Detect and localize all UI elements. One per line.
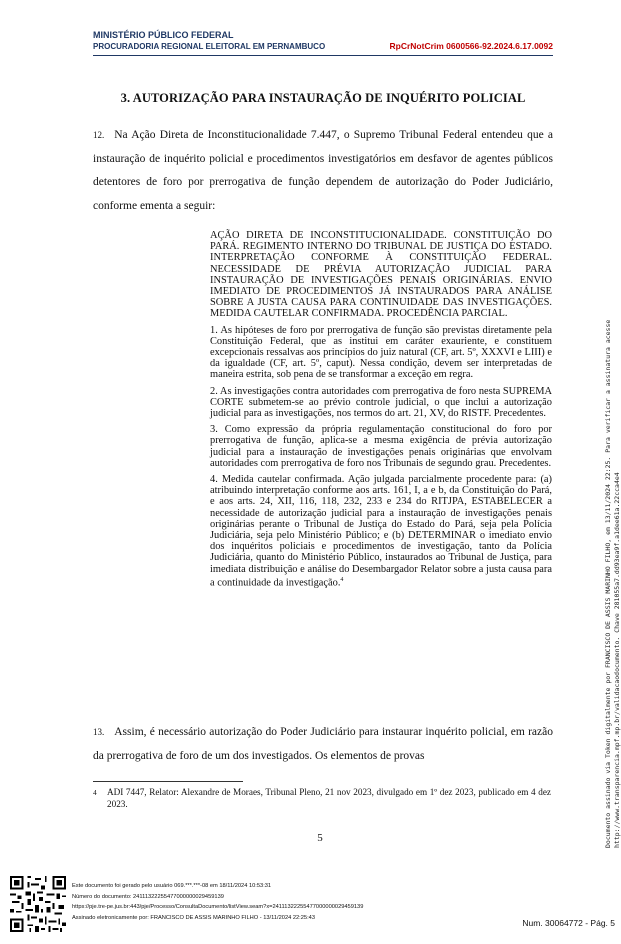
signature-side-note bbox=[604, 320, 621, 848]
quoted-ementa bbox=[210, 230, 552, 594]
ementa-item-3: 3. Como expressão da própria regulamentação constitucional do foro por prerrogativa de função, aplica-se a mesma exigência de prévia autorização judicial para a instauração de investigações penais originárias que envolvam autoridades com prerrogativa de foro nos Tribunais de segundo grau. Precedentes. bbox=[210, 424, 552, 469]
paragraph-number: 12. bbox=[93, 130, 105, 140]
paragraph-text: Assim, é necessário autorização do Poder Judiciário para instaurar inquérito policial, em razão da prerrogativa de foro de um dos investigados. Os elementos de provas bbox=[93, 726, 553, 762]
side-note-line-2: http://www.transparencia.mpf.mp.br/validacaodocumento. Chave 281055a7.dd93ea9f.a1dee61a.22cca4e4 bbox=[613, 472, 621, 848]
paragraph-12 bbox=[93, 124, 553, 218]
header-divider bbox=[93, 55, 553, 56]
paragraph-number: 13. bbox=[93, 727, 105, 737]
section-title: 3. AUTORIZAÇÃO PARA INSTAURAÇÃO DE INQUÉRITO POLICIAL bbox=[120, 91, 526, 105]
footnote bbox=[93, 787, 553, 810]
paragraph-13 bbox=[93, 721, 553, 768]
meta-generated-by: Este documento foi gerado pelo usuário 069.***.***-08 em 18/11/2024 10:53:31 bbox=[72, 883, 272, 889]
document-page-reference: Num. 30064772 - Pág. 5 bbox=[522, 918, 615, 928]
side-note-line-1: Documento assinado via Token digitalmente por FRANCISCO DE ASSIS MARINHO FILHO, em 13/11/2024 22:25. Para verificar a assinatura acesse bbox=[604, 319, 612, 848]
footnote-marker: 4 bbox=[93, 788, 97, 797]
org-name: MINISTÉRIO PÚBLICO FEDERAL bbox=[93, 30, 234, 40]
ementa-item-4-wrapper bbox=[210, 474, 552, 589]
meta-consult-url[interactable]: https://pje.tre-pe.jus.br:443/pje/Processo/ConsultaDocumento/listView.seam?x=24111322255477000000029459139 bbox=[72, 904, 364, 910]
ementa-item-2: 2. As investigações contra autoridades com prerrogativa de foro nesta SUPREMA CORTE submetem-se ao prévio controle judicial, o que inclui a autorização judicial para as investigações, nos termos do art. 21, XV, do RISTF. Precedentes. bbox=[210, 385, 552, 420]
footnote-reference: 4 bbox=[340, 576, 344, 583]
ementa-heading: AÇÃO DIRETA DE INCONSTITUCIONALIDADE. CONSTITUIÇÃO DO PARÁ. REGIMENTO INTERNO DO TRIBUNAL DE JUSTIÇA DO ESTADO. INTERPRETAÇÃO CONFORME À CONSTITUIÇÃO FEDERAL. NECESSIDADE DE PRÉVIA AUTORIZAÇÃO JUDICIAL PARA INSTAURAÇÃO DE INVESTIGAÇÕES PENAIS ORIGINÁRIAS. ENVIO IMEDIATO DE PROCEDIMENTOS JÁ INSTAURADOS PARA ANÁLISE SOBRE A JUSTA CAUSA PARA CONTINUIDADE DAS INVESTIGAÇÕES. MEDIDA CAUTELAR CONFIRMADA. PROCEDÊNCIA PARCIAL. bbox=[210, 230, 552, 320]
footnote-divider bbox=[93, 781, 243, 782]
ementa-item-1: 1. As hipóteses de foro por prerrogativa de função são previstas diretamente pela Constituição Federal, que as institui em caráter exauriente, e constituem excepcionais ressalvas aos princípios do juiz natural (CF, art. 5º, XXXVI e LIII) e da igualdade (CF, art. 5º, caput). Nessa condição, devem ser interpretadas de maneira estrita, sob pena de se transformar a exceção em regra. bbox=[210, 324, 552, 381]
footnote-text: ADI 7447, Relator: Alexandre de Moraes, Tribunal Pleno, 21 nov 2023, divulgado em 1º dez 2023, publicado em 4 dez 2023. bbox=[107, 787, 551, 809]
paragraph-text: Na Ação Direta de Inconstitucionalidade 7.447, o Supremo Tribunal Federal entendeu que a instauração de inquérito policial e procedimentos investigatórios em desfavor de agentes públicos detentores de foro por prerrogativa de função dependem de autorização do Poder Judiciário, conforme ementa a seguir: bbox=[93, 129, 553, 212]
document-header bbox=[93, 30, 553, 52]
qr-code-icon bbox=[10, 876, 66, 932]
page-number: 5 bbox=[317, 832, 323, 844]
document-metadata bbox=[72, 881, 363, 923]
org-department: PROCURADORIA REGIONAL ELEITORAL EM PERNAMBUCO bbox=[93, 42, 326, 51]
meta-document-number: Número do documento: 24111322255477000000029459139 bbox=[72, 893, 224, 900]
process-reference: RpCrNotCrim 0600566-92.2024.6.17.0092 bbox=[389, 41, 553, 51]
meta-signed-by: Assinado eletronicamente por: FRANCISCO DE ASSIS MARINHO FILHO - 13/11/2024 22:25:43 bbox=[72, 914, 315, 921]
ementa-item-4: 4. Medida cautelar confirmada. Ação julgada parcialmente procedente para: (a) atribuindo interpretação conforme aos arts. 161, I, a e b, da Constituição do Pará, e aos arts. 24, XII, 116, 118, 232, 233 e 234 do RITJPA, ESTABELECER a necessidade de autorização judicial para a instauração de investigações penais originárias perante o Tribunal de Justiça do Estado do Pará, seja pela Polícia Judiciária, seja pelo Ministério Público; e (b) DETERMINAR o imediato envio dos inquéritos policiais e procedimentos de investigação, tanto da Polícia Judiciária, quanto do Ministério Público, instaurados ao Tribunal de Justiça, para imediata distribuição e análise do Desembargador Relator sobre a justa causa para a continuidade da investigação. bbox=[210, 474, 552, 589]
